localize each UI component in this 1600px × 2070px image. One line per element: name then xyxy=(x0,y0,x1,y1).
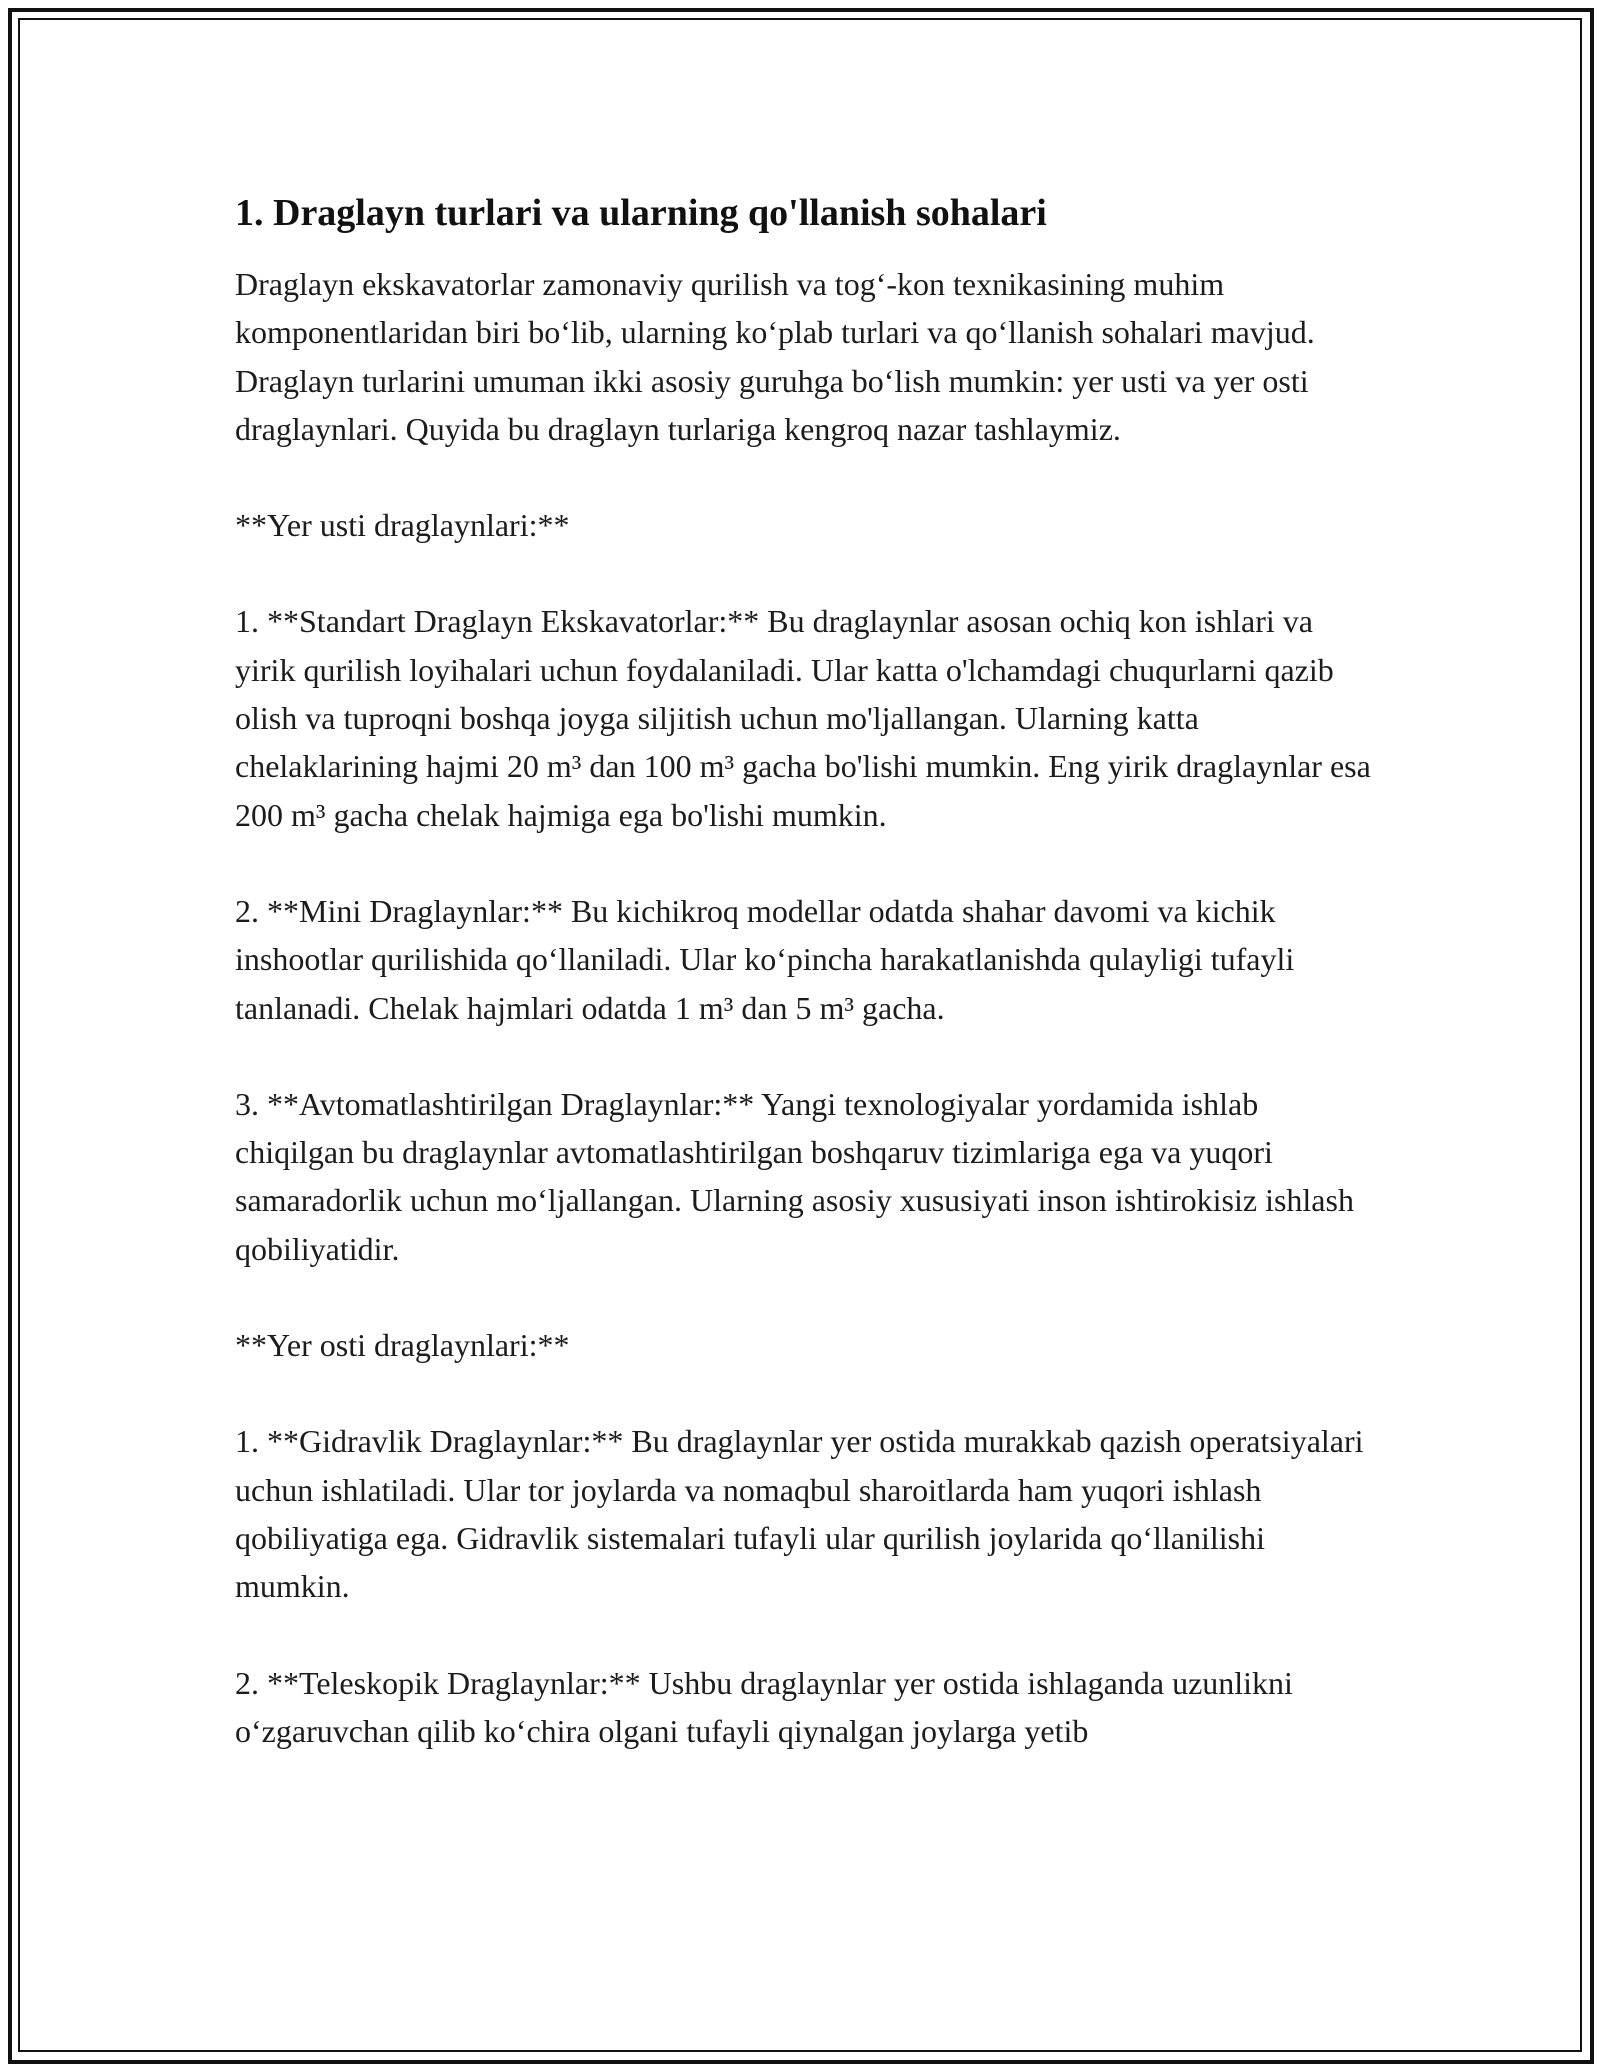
mini-draglines-paragraph: 2. **Mini Draglaynlar:** Bu kichikroq modellar odatda shahar davomi va kichik inshootlar qurilishida qo‘llaniladi. Ular ko‘pincha harakatlanishda qulayligi tufayli tanlanadi. Chelak hajmlari odatda 1 m³ dan 5 m³ gacha. xyxy=(235,892,1295,1026)
hydraulic-draglines-paragraph: 1. **Gidravlik Draglaynlar:** Bu draglaynlar yer ostida murakkab qazish operatsiyalari uchun ishlatiladi. Ular tor joylarda va nomaqbul sharoitlarda ham yuqori ishlash qobiliyatiga ega. Gidravlik sistemalari tufayli ular qurilish joylarida qo‘llanilishi mumkin. xyxy=(235,1423,1364,1605)
underground-draglines-subheading: **Yer osti draglaynlari:** xyxy=(235,1327,570,1364)
telescopic-draglines-paragraph: 2. **Teleskopik Draglaynlar:** Ushbu draglaynlar yer ostida ishlaganda uzunlikni o‘zgaruvchan qilib ko‘chira olgani tufayli qiynalgan joylarga yetib xyxy=(235,1664,1293,1749)
surface-draglines-subheading: **Yer usti draglaynlari:** xyxy=(235,507,570,544)
automated-draglines-paragraph: 3. **Avtomatlashtirilgan Draglaynlar:** Yangi texnologiyalar yordamida ishlab chiqilgan bu draglaynlar avtomatlashtirilgan boshqaruv tizimlariga ega va yuqori samaradorlik uchun mo‘ljallangan. Ularning asosiy xususiyati inson ishtirokisiz ishlash qobiliyatidir. xyxy=(235,1085,1354,1267)
intro-paragraph: Draglayn ekskavatorlar zamonaviy qurilish va tog‘-kon texnikasining muhim komponentlaridan biri bo‘lib, ularning ko‘plab turlari va qo‘llanish sohalari mavjud. Draglayn turlarini umuman ikki asosiy guruhga bo‘lish mumkin: yer usti va yer osti draglaynlari. Quyida bu draglayn turlariga kengroq nazar tashlaymiz. xyxy=(235,266,1315,447)
document-body xyxy=(235,188,1375,1803)
standard-draglines-paragraph: 1. **Standart Draglayn Ekskavatorlar:** Bu draglaynlar asosan ochiq kon ishlari va yirik qurilish loyihalari uchun foydalaniladi. Ular katta o'lchamdagi chuqurlarni qazib olish va tuproqni boshqa joyga siljitish uchun mo'ljallangan. Ularning katta chelaklarining hajmi 20 m³ dan 100 m³ gacha bo'lishi mumkin. Eng yirik draglaynlar esa 200 m³ gacha chelak hajmiga ega bo'lishi mumkin. xyxy=(235,603,1371,833)
section-heading: 1. Draglayn turlari va ularning qo'llanish sohalari xyxy=(235,192,1047,234)
